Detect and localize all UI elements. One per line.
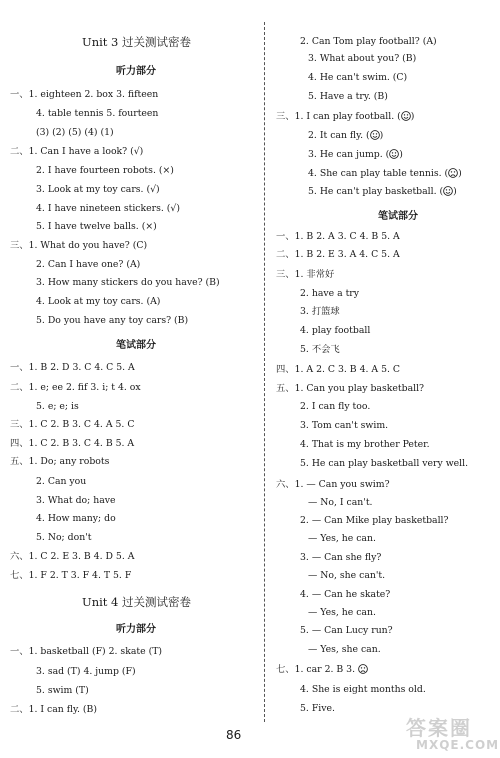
answer-line: 二、1. Can I have a look? (√) — [10, 146, 144, 157]
answer-line: 七、1. car 2. B 3. — [276, 664, 368, 676]
answer-line: 4. She is eight months old. — [300, 684, 426, 695]
answer-line: 2. I have fourteen robots. (×) — [36, 165, 174, 176]
answer-line: 4. table tennis 5. fourteen — [36, 108, 159, 119]
answer-line: 三、1. I can play football. ( ) — [276, 111, 415, 122]
answer-line: 5. He can't play basketball. ( ) — [308, 186, 457, 197]
answer-line: 四、1. C 2. B 3. C 4. B 5. A — [10, 438, 135, 449]
watermark-text: 答案圈 — [406, 716, 472, 740]
column-divider — [264, 22, 265, 722]
answer-line: 五、1. Can you play basketball? — [276, 383, 425, 394]
answer-line: 一、1. eighteen 2. box 3. fifteen — [10, 89, 159, 100]
unit-title: Unit 3 过关测试密卷 — [82, 35, 192, 49]
answer-line: 2. I can fly too. — [300, 401, 371, 412]
answer-line: 5. swim (T) — [36, 685, 89, 696]
section-heading: 听力部分 — [116, 66, 156, 77]
answer-line: 4. How many; do — [36, 513, 116, 524]
answer-line: 3. How many stickers do you have? (B) — [36, 277, 220, 288]
answer-line: 4. play football — [300, 325, 371, 336]
answer-line: 2. Can you — [36, 476, 87, 487]
answer-line: 3. Tom can't swim. — [300, 420, 389, 431]
answer-line: 一、1. basketball (F) 2. skate (T) — [10, 646, 163, 657]
answer-line: 3. sad (T) 4. jump (F) — [36, 666, 136, 677]
answer-line: 5. e; e; is — [36, 401, 79, 412]
answer-line: 5. Five. — [300, 703, 335, 714]
unit-title: Unit 4 过关测试密卷 — [82, 595, 192, 609]
answer-line: 五、1. Do; any robots — [10, 456, 110, 467]
answer-line: 3. What about you? (B) — [308, 53, 417, 64]
answer-line: — No, she can't. — [308, 570, 386, 581]
smiley-face-icon — [389, 149, 399, 160]
answer-line: 三、1. 非常好 — [276, 269, 335, 280]
section-heading: 笔试部分 — [378, 211, 418, 222]
answer-line: 3. He can jump. ( ) — [308, 149, 403, 160]
answer-line: 六、1. C 2. E 3. B 4. D 5. A — [10, 551, 135, 562]
answer-line: 2. Can I have one? (A) — [36, 259, 141, 270]
answer-line: 六、1. — Can you swim? — [276, 479, 390, 490]
answer-line: 2. — Can Mike play basketball? — [300, 515, 449, 526]
answer-line: 5. Do you have any toy cars? (B) — [36, 315, 189, 326]
answer-line: 4. — Can he skate? — [300, 589, 391, 600]
answer-line: 3. — Can she fly? — [300, 552, 382, 563]
watermark-logo — [400, 712, 500, 756]
smiley-face-icon — [370, 130, 380, 141]
answer-line: 一、1. B 2. A 3. C 4. B 5. A — [276, 231, 400, 242]
answer-line: 二、1. e; ee 2. fif 3. i; t 4. ox — [10, 382, 141, 393]
answer-line: 三、1. What do you have? (C) — [10, 240, 148, 251]
answer-line: 5. — Can Lucy run? — [300, 625, 393, 636]
answer-line: 5. 不会飞 — [300, 344, 340, 355]
answer-line: 4. That is my brother Peter. — [300, 439, 430, 450]
answer-line: 3. 打篮球 — [300, 306, 340, 317]
answer-line: 5. Have a try. (B) — [308, 91, 388, 102]
answer-line: — Yes, she can. — [308, 644, 381, 655]
answer-line: 三、1. C 2. B 3. C 4. A 5. C — [10, 419, 135, 430]
smiley-face-icon — [401, 111, 411, 122]
answer-line: 四、1. A 2. C 3. B 4. A 5. C — [276, 364, 401, 375]
section-heading: 听力部分 — [116, 624, 156, 635]
answer-line: 二、1. I can fly. (B) — [10, 704, 97, 715]
answer-line: 2. have a try — [300, 288, 359, 299]
answer-line: 2. It can fly. ( ) — [308, 130, 384, 141]
page-number: 86 — [226, 728, 242, 742]
answer-line: 5. No; don't — [36, 532, 92, 543]
answer-line: — Yes, he can. — [308, 533, 376, 544]
answer-line: 3. What do; have — [36, 495, 116, 506]
section-heading: 笔试部分 — [116, 340, 156, 351]
answer-line: — Yes, he can. — [308, 607, 376, 618]
answer-line: 5. I have twelve balls. (×) — [36, 221, 157, 232]
watermark-url: MXQE.COM — [416, 738, 500, 752]
answer-line: 4. I have nineteen stickers. (√) — [36, 203, 180, 214]
answer-line: — No, I can't. — [308, 497, 373, 508]
answer-line: 4. She can play table tennis. ( ) — [308, 168, 462, 179]
answer-line: 4. Look at my toy cars. (A) — [36, 296, 161, 307]
answer-line: 3. Look at my toy cars. (√) — [36, 184, 160, 195]
sad-face-icon — [448, 168, 458, 179]
answer-line: (3) (2) (5) (4) (1) — [36, 127, 114, 138]
sad-face-icon — [358, 664, 368, 675]
answer-line: 七、1. F 2. T 3. F 4. T 5. F — [10, 570, 132, 581]
answer-line: 二、1. B 2. E 3. A 4. C 5. A — [276, 249, 400, 260]
answer-line: 4. He can't swim. (C) — [308, 72, 408, 83]
smiley-face-icon — [443, 186, 453, 197]
answer-line: 2. Can Tom play football? (A) — [300, 36, 437, 47]
answer-line: 一、1. B 2. D 3. C 4. C 5. A — [10, 362, 135, 373]
answer-line: 5. He can play basketball very well. — [300, 458, 469, 469]
